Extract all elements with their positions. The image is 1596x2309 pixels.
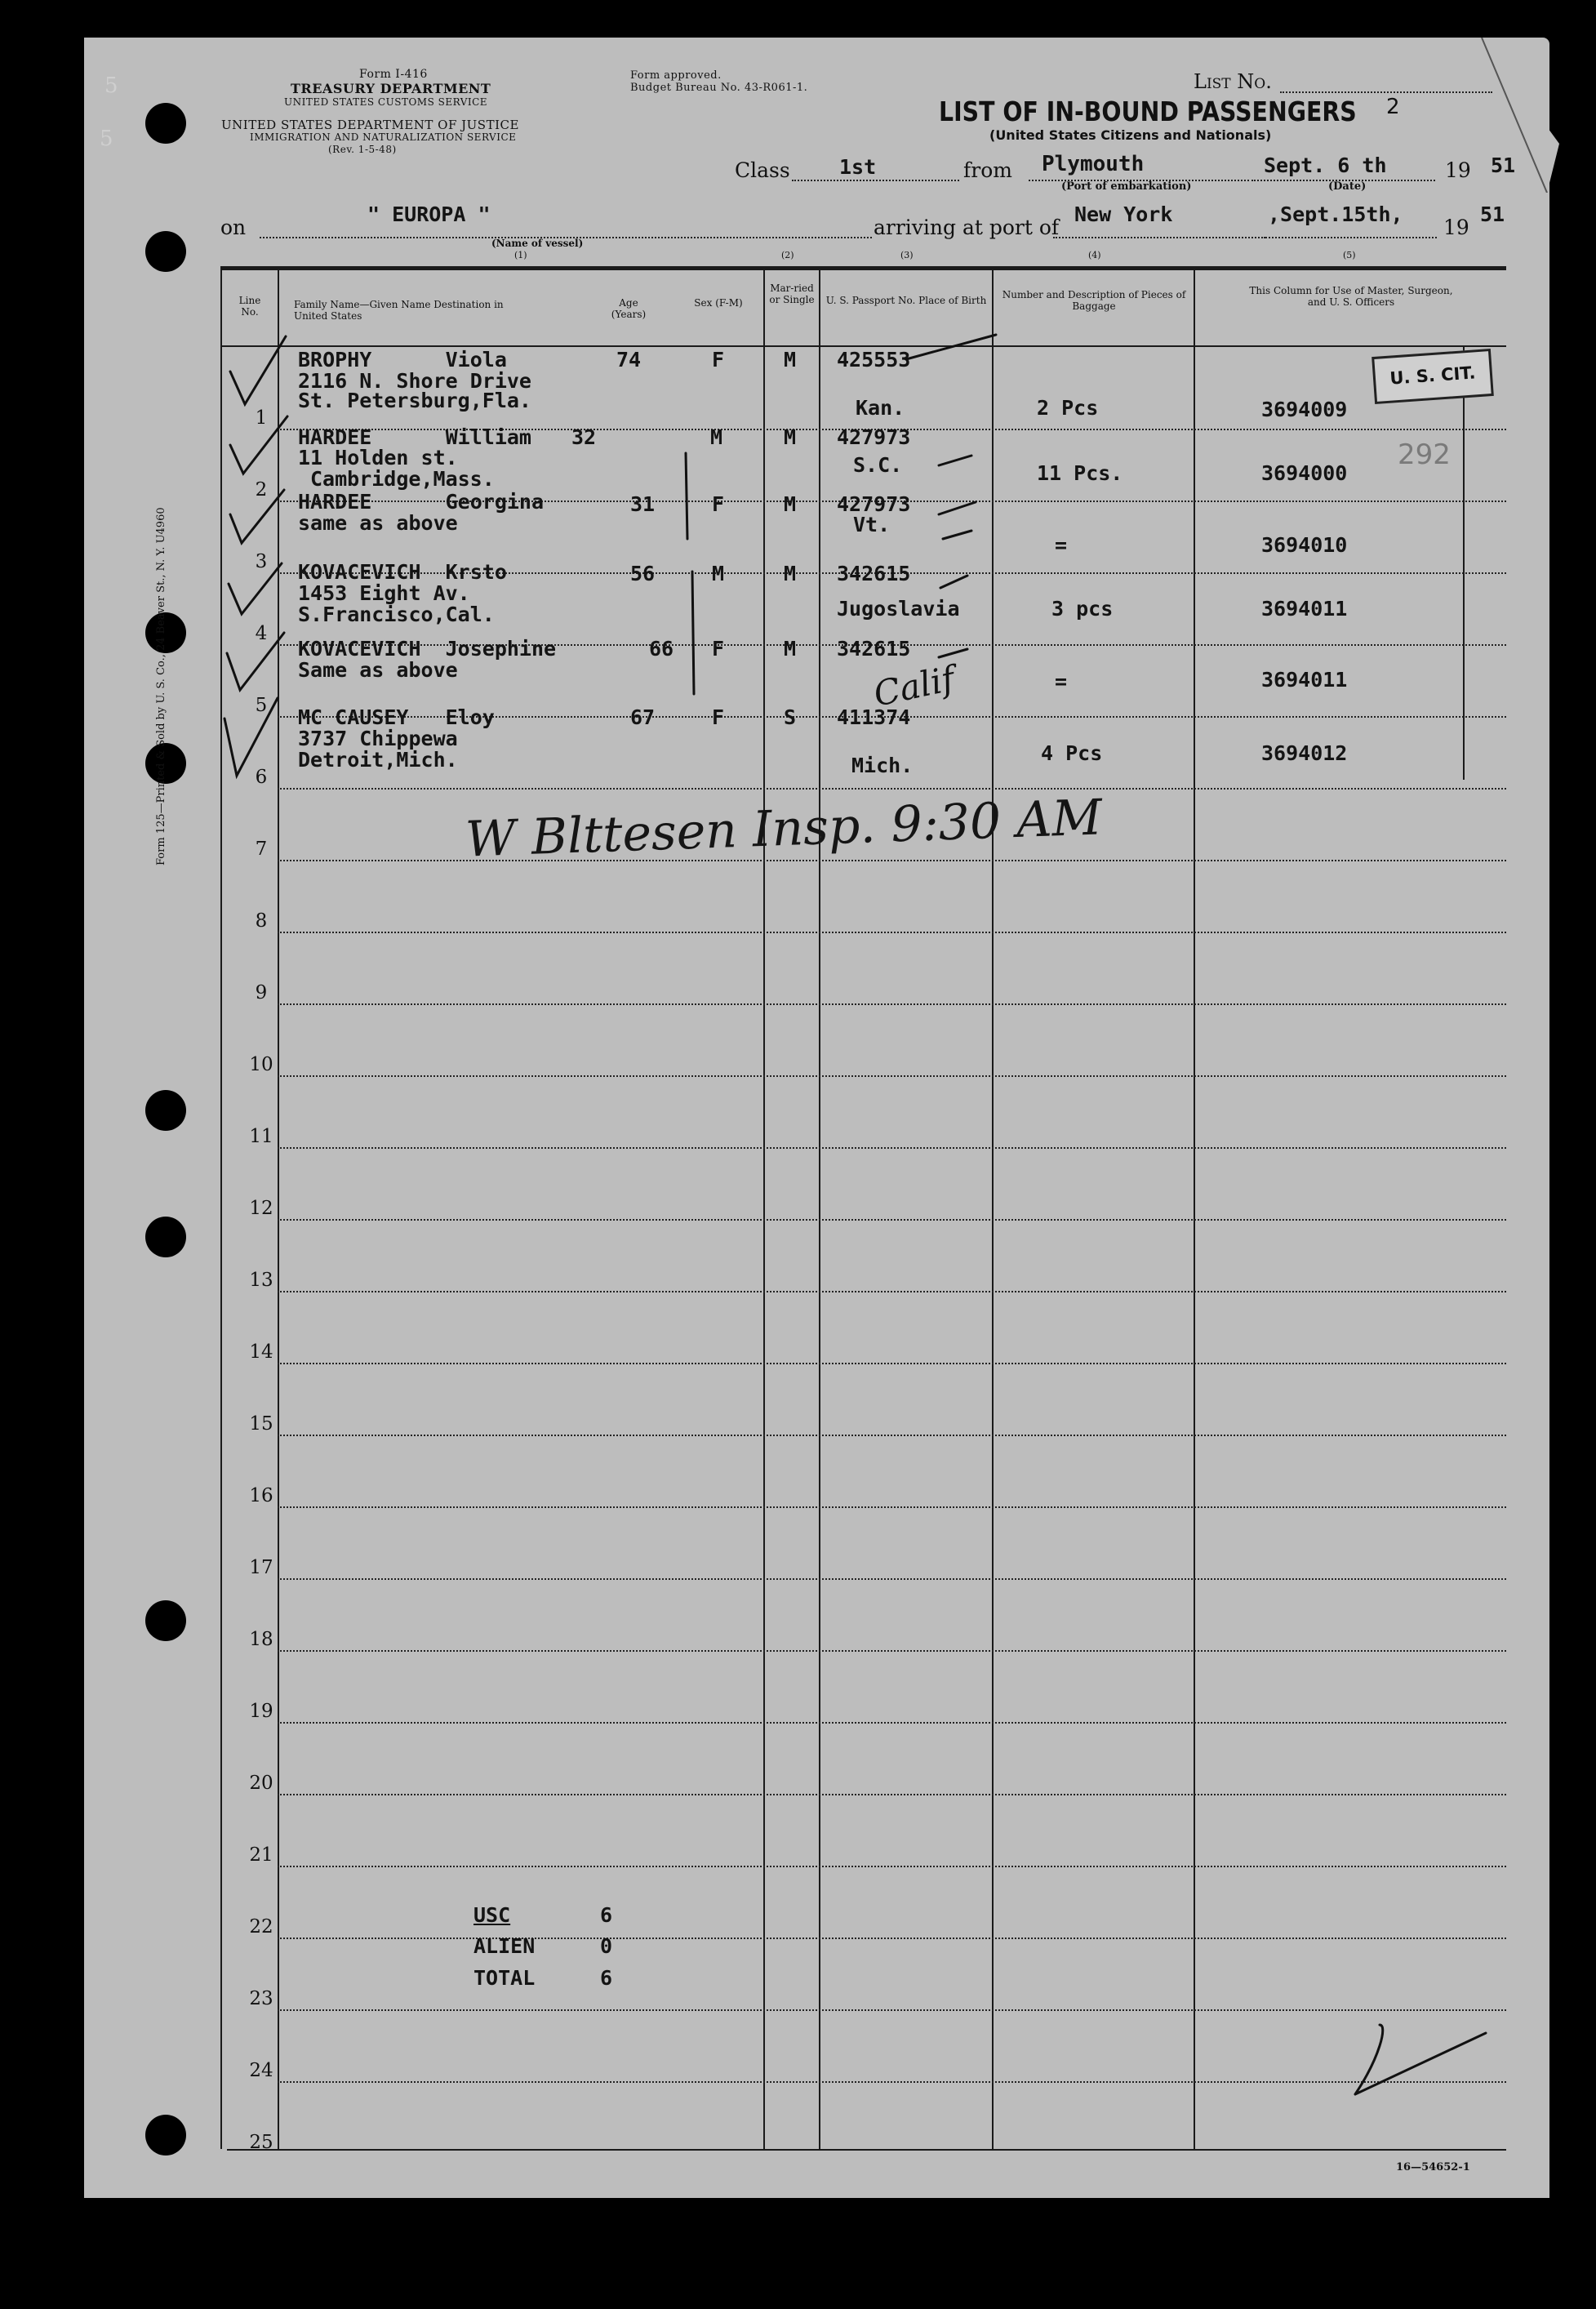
alien-count: 0	[600, 1934, 613, 1958]
vessel-col-num: (1)	[514, 250, 527, 260]
class-label: Class	[735, 158, 790, 182]
line-number: 18	[249, 1629, 273, 1650]
vessel-name: " EUROPA "	[367, 202, 491, 226]
arrival-year-suffix: 51	[1480, 202, 1505, 226]
line-number: 23	[249, 1988, 273, 2009]
birth-place: Jugoslavia	[837, 597, 960, 621]
checkmark	[225, 698, 278, 776]
line-number: 13	[249, 1270, 273, 1291]
passenger-marital: M	[784, 425, 797, 449]
line-number: 21	[249, 1844, 273, 1866]
line-number: 9	[255, 982, 268, 1003]
passenger-sex: F	[712, 492, 725, 516]
line-number: 20	[249, 1773, 273, 1794]
revision: (Rev. 1-5-48)	[328, 144, 397, 155]
arrival-port: New York	[1074, 202, 1173, 226]
passenger-sex: F	[712, 637, 725, 661]
passenger-marital: S	[784, 705, 797, 729]
passenger-sex: M	[710, 425, 723, 449]
line-number: 12	[249, 1198, 273, 1219]
passenger-age: 67	[630, 705, 656, 729]
baggage: 2 Pcs	[1037, 396, 1099, 420]
passenger-name: HARDEE William	[298, 425, 531, 449]
baggage: =	[1055, 670, 1068, 693]
passport-number: 342615	[837, 637, 911, 661]
form-approved: Form approved.	[630, 69, 722, 82]
birth-place: Kan.	[856, 396, 905, 420]
line-number: 22	[249, 1916, 273, 1938]
line-number: 25	[249, 2132, 273, 2153]
passport-tick	[939, 502, 976, 514]
line-number: 19	[249, 1701, 273, 1722]
checkmark	[230, 416, 287, 474]
footer-code: 16—54652-1	[1396, 2161, 1470, 2173]
passenger-city: Cambridge,Mass.	[310, 467, 495, 491]
passenger-name: HARDEE Georgina	[298, 490, 545, 514]
final-check	[1355, 2025, 1486, 2094]
justice-dept: UNITED STATES DEPARTMENT OF JUSTICE	[221, 118, 519, 132]
passport-number: 425553	[837, 348, 911, 371]
year-suffix: 51	[1491, 153, 1516, 177]
list-no-label: List No.	[1194, 70, 1272, 93]
officer-number: 3694009	[1261, 398, 1348, 421]
checkmark	[230, 490, 284, 543]
passenger-address: 3737 Chippewa	[298, 727, 458, 750]
baggage: 3 pcs	[1051, 597, 1114, 621]
col-header-officers: This Column for Use of Master, Surgeon, and U. S. Officers	[1249, 285, 1453, 308]
customs-service: UNITED STATES CUSTOMS SERVICE	[284, 96, 488, 108]
margin-mark: 5	[100, 127, 113, 151]
name-bracket	[692, 572, 694, 694]
passport-number: 427973	[837, 492, 911, 516]
line-number: 16	[249, 1485, 273, 1506]
passenger-city: S.Francisco,Cal.	[298, 603, 495, 626]
ins-service: IMMIGRATION AND NATURALIZATION SERVICE	[250, 131, 517, 143]
line-number: 8	[255, 910, 268, 932]
on-label: on	[220, 216, 247, 239]
line-number: 4	[255, 623, 268, 644]
passenger-age: 74	[616, 348, 642, 371]
passenger-age: 66	[649, 637, 674, 661]
baggage: =	[1055, 533, 1068, 557]
budget-bureau: Budget Bureau No. 43-R061-1.	[630, 82, 808, 94]
passport-tick	[906, 335, 996, 359]
passenger-sex: M	[712, 562, 725, 585]
col-num-4: (4)	[1088, 250, 1101, 260]
line-number: 6	[255, 767, 268, 788]
usc-label: USC	[473, 1903, 511, 1927]
passenger-address: 2116 N. Shore Drive	[298, 369, 531, 393]
officer-number: 3694011	[1261, 597, 1348, 621]
col-header-sex: Sex (F-M)	[694, 297, 743, 309]
arrival-year-prefix: 19	[1443, 216, 1469, 239]
total-label: TOTAL	[473, 1966, 536, 1990]
passport-number: 427973	[837, 425, 911, 449]
from-caption: (Port of embarkation)	[1061, 180, 1192, 193]
year-prefix: 19	[1445, 158, 1471, 182]
passenger-marital: M	[784, 348, 797, 371]
document-subtitle: (United States Citizens and Nationals)	[989, 127, 1272, 143]
line-number: 5	[255, 695, 268, 716]
alien-label: ALIEN	[473, 1934, 536, 1958]
passenger-age: 31	[630, 492, 656, 516]
passenger-name: KOVACEVICH Krsto	[298, 560, 507, 584]
passport-tick	[940, 576, 967, 588]
from-label: from	[963, 158, 1012, 182]
total-count: 6	[600, 1966, 613, 1990]
line-number: 2	[255, 479, 268, 501]
line-number: 14	[249, 1341, 273, 1363]
passport-tick	[943, 531, 971, 539]
embark-date: Sept. 6 th	[1264, 153, 1387, 177]
birth-place: Mich.	[851, 754, 914, 777]
line-number: 7	[255, 839, 268, 860]
passenger-city: Detroit,Mich.	[298, 748, 458, 772]
margin-mark: 5	[104, 73, 118, 98]
passenger-address: same as above	[298, 511, 458, 535]
line-number: 10	[249, 1054, 273, 1075]
col-num-5: (5)	[1343, 250, 1356, 260]
col-num-3: (3)	[900, 250, 914, 260]
passenger-address: 1453 Eight Av.	[298, 581, 470, 605]
col-num-2: (2)	[781, 250, 794, 260]
from-port: Plymouth	[1042, 152, 1145, 176]
stamp-text: U. S. CIT.	[1389, 363, 1477, 389]
vessel-caption: (Name of vessel)	[491, 238, 584, 249]
checkmark	[230, 336, 286, 404]
document-title: LIST OF IN-BOUND PASSENGERS	[939, 96, 1357, 127]
baggage: 4 Pcs	[1041, 741, 1103, 765]
passenger-marital: M	[784, 637, 797, 661]
inspector-signature: W Blttesen Insp. 9:30 AM	[465, 789, 1104, 869]
list-no-value: 2	[1386, 95, 1400, 119]
col-header-age: Age (Years)	[611, 297, 647, 320]
passenger-age: 56	[630, 562, 656, 585]
line-number: 17	[249, 1557, 273, 1578]
passport-number: 411374	[837, 705, 911, 729]
line-number: 15	[249, 1413, 273, 1435]
line-number: 11	[249, 1126, 273, 1147]
line-number: 24	[249, 2060, 273, 2081]
passenger-name: BROPHY Viola	[298, 348, 507, 371]
passenger-marital: M	[784, 492, 797, 516]
col-header-line-no: Line No.	[238, 295, 261, 318]
line-number: 3	[255, 551, 268, 572]
birth-place: S.C.	[853, 453, 903, 477]
name-bracket	[686, 453, 687, 539]
usc-count: 6	[600, 1903, 613, 1927]
form-number: Form I-416	[359, 68, 428, 81]
arriving-label: arriving at port of	[874, 216, 1060, 239]
col-header-passport: U. S. Passport No. Place of Birth	[825, 295, 987, 306]
baggage: 11 Pcs.	[1037, 461, 1123, 485]
officer-number: 3694011	[1261, 668, 1348, 692]
passport-tick	[939, 649, 967, 657]
class-value: 1st	[839, 155, 877, 179]
passport-number: 342615	[837, 562, 911, 585]
officer-number: 3694000	[1261, 461, 1348, 485]
passenger-sex: F	[712, 348, 725, 371]
passenger-sex: F	[712, 705, 725, 729]
officer-number: 3694010	[1261, 533, 1348, 557]
printer-side-text: Form 125—Printed & Sold by U. S. Co., 24 Beaver St., N. Y. U4960	[155, 507, 167, 865]
passenger-name: MC CAUSEY Eloy	[298, 705, 495, 729]
passenger-age: 32	[571, 425, 597, 449]
col-header-name: Family Name—Given Name Destination in United States	[294, 299, 504, 322]
passenger-address: 11 Holden st.	[298, 446, 458, 469]
passenger-address: Same as above	[298, 658, 458, 682]
checkmark	[227, 633, 284, 690]
passenger-city: St. Petersburg,Fla.	[298, 389, 531, 412]
passport-tick	[939, 456, 971, 465]
officer-number: 3694012	[1261, 741, 1348, 765]
handwritten-calif: Calif	[869, 658, 958, 714]
col-header-married: Mar-ried or Single	[769, 283, 815, 305]
passenger-name: KOVACEVICH Josephine	[298, 637, 557, 661]
passenger-marital: M	[784, 562, 797, 585]
col-header-baggage: Number and Description of Pieces of Baggage	[1002, 289, 1186, 312]
checkmark	[229, 563, 282, 614]
date-caption: (Date)	[1328, 180, 1367, 193]
line-number: 1	[255, 407, 268, 429]
arrival-date: ,Sept.15th,	[1268, 202, 1403, 226]
stamp-number: 292	[1398, 438, 1451, 471]
birth-place: Vt.	[853, 513, 891, 536]
treasury-dept: TREASURY DEPARTMENT	[291, 81, 491, 96]
